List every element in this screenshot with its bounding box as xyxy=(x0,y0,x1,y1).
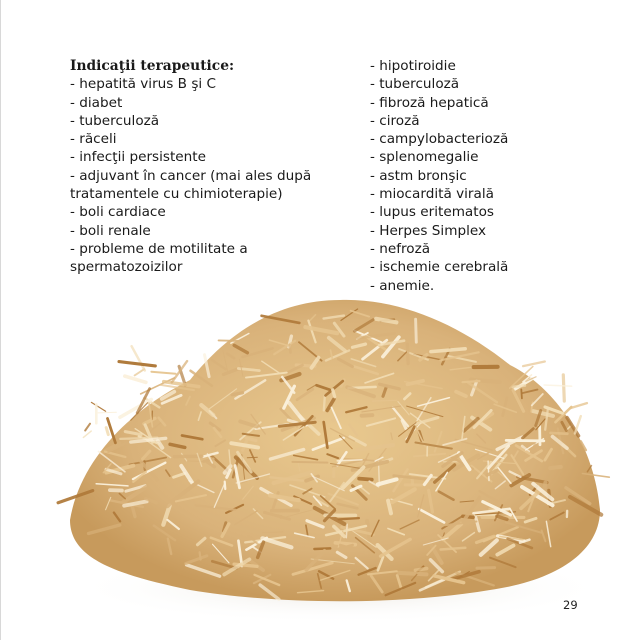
herb-strand xyxy=(333,390,335,397)
herb-strand xyxy=(98,412,116,413)
list-item: - ischemie cerebrală xyxy=(370,259,509,276)
herb-strand xyxy=(91,402,105,411)
herb-strand xyxy=(563,375,564,401)
left-indications-list xyxy=(70,75,330,276)
list-item: - splenomegalie xyxy=(370,149,479,166)
page-edge xyxy=(0,0,1,640)
right-text-column xyxy=(370,57,610,295)
herb-strand xyxy=(314,548,330,549)
herb-strand xyxy=(359,479,372,480)
list-item: - ciroză xyxy=(370,112,420,129)
herb-strand xyxy=(83,431,91,437)
herb-strand xyxy=(219,340,239,341)
list-item: - campylobacterioză xyxy=(370,131,509,148)
list-item: - diabet xyxy=(70,94,123,111)
herb-strand xyxy=(151,372,175,374)
list-item: - miocardită virală xyxy=(370,186,494,203)
list-item: spermatozoizilor xyxy=(70,259,183,276)
herb-strand xyxy=(324,395,325,410)
herb-strand xyxy=(132,346,145,370)
herb-strand xyxy=(85,424,90,431)
herb-strand xyxy=(125,376,146,382)
herb-strand xyxy=(416,319,417,342)
herb-strand xyxy=(367,521,370,541)
list-item: - tuberculoză xyxy=(70,112,160,129)
herb-strand xyxy=(292,462,327,463)
herb-strand xyxy=(415,569,426,571)
herb-strand xyxy=(506,440,544,441)
herb-strand xyxy=(362,415,373,416)
herb-strand xyxy=(570,403,587,408)
list-item: - lupus eritematos xyxy=(370,204,494,221)
indications-heading: Indicaţii terapeutice: xyxy=(70,58,235,74)
herb-strand xyxy=(135,369,145,375)
list-item: - boli cardiace xyxy=(70,204,166,221)
herb-strand xyxy=(551,433,568,434)
herb-strand xyxy=(575,416,581,433)
herb-strand xyxy=(119,362,155,366)
list-item: - probleme de motilitate a xyxy=(70,240,248,257)
list-item: - tuberculoză xyxy=(370,76,460,93)
herb-strand xyxy=(550,467,561,468)
list-item: - răceli xyxy=(70,131,117,148)
herb-strand xyxy=(544,385,572,386)
list-item: - adjuvant în cancer (mai ales după xyxy=(70,167,312,184)
list-item: - hepatită virus B şi C xyxy=(70,76,217,93)
right-indications-list xyxy=(370,57,610,295)
list-item: - anemie. xyxy=(370,277,435,294)
herb-strand xyxy=(290,345,291,353)
herb-strand xyxy=(106,428,108,435)
herb-strand xyxy=(247,457,257,458)
herb-strand xyxy=(339,518,359,519)
cat-claw-bark-image xyxy=(40,270,615,630)
herb-strand xyxy=(463,381,480,382)
left-text-column xyxy=(70,57,330,277)
list-item: - Herpes Simplex xyxy=(370,222,487,239)
herb-strand xyxy=(407,344,408,364)
list-item: - hipotiroidie xyxy=(370,58,456,74)
herb-strand xyxy=(399,573,427,575)
list-item: - nefroză xyxy=(370,240,431,257)
herb-strand xyxy=(523,362,545,367)
list-item: - fibroză hepatică xyxy=(370,94,489,111)
herb-strand xyxy=(232,393,242,395)
list-item: - boli renale xyxy=(70,222,151,239)
herb-strand xyxy=(513,385,525,387)
list-item: - astm bronşic xyxy=(370,167,467,184)
list-item: - infecţii persistente xyxy=(70,149,206,166)
herb-strand xyxy=(477,568,495,569)
herb-strand xyxy=(521,389,522,398)
page-number: 29 xyxy=(563,598,578,612)
herb-strand xyxy=(200,552,201,559)
list-item: tratamentele cu chimioterapie) xyxy=(70,186,283,203)
herb-strand xyxy=(373,400,397,401)
